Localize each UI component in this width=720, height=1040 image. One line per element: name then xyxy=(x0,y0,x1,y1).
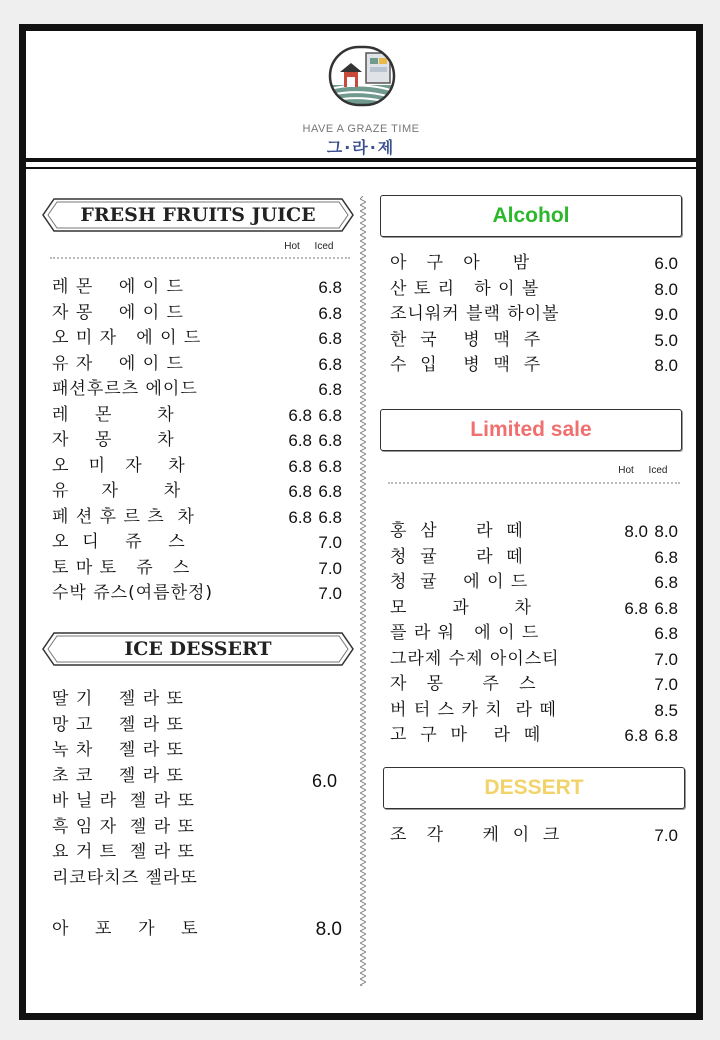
item-name: 산 토 리 하 이 볼 xyxy=(390,278,540,299)
item-name: 레 몬 에 이 드 xyxy=(52,277,184,297)
header-divider xyxy=(26,167,696,169)
item-name: 유 자 차 xyxy=(52,481,182,501)
item-name: 토 마 토 쥬 스 xyxy=(52,557,191,578)
list-item xyxy=(390,698,678,724)
item-name: 아 포 가 토 xyxy=(52,919,199,939)
item-prices xyxy=(282,505,342,531)
item-price: 9.0 xyxy=(654,305,678,324)
iced-price: 6.8 xyxy=(318,329,342,348)
item-prices xyxy=(282,301,342,327)
item-name: 조니워커 블랙 하이볼 xyxy=(390,304,560,324)
iced-price: 7.0 xyxy=(318,558,342,578)
list-item xyxy=(52,713,282,739)
list-item xyxy=(52,866,282,892)
item-name: 오 미 자 차 xyxy=(52,455,186,476)
hot-label: Hot xyxy=(618,465,634,476)
hot-price: 8.0 xyxy=(624,522,648,541)
iced-price: 6.8 xyxy=(654,624,678,643)
item-name: 흑 임 자 젤 라 또 xyxy=(52,816,195,837)
list-item xyxy=(390,823,678,849)
iced-price: 7.0 xyxy=(654,675,678,694)
list-item xyxy=(390,723,678,749)
item-name: 레 몬 차 xyxy=(52,404,175,425)
item-price: 6.0 xyxy=(654,254,678,273)
limited-title: Limited sale xyxy=(470,418,592,441)
hot-label: Hot xyxy=(284,241,300,252)
list-item xyxy=(52,530,342,556)
list-item xyxy=(52,275,342,301)
juice-banner xyxy=(42,198,354,232)
iced-price: 6.8 xyxy=(654,598,678,618)
item-name: 청 귤 라 떼 xyxy=(390,546,524,567)
item-name: 모 과 차 xyxy=(390,597,532,618)
item-name: 유 자 에 이 드 xyxy=(52,353,184,374)
item-prices xyxy=(282,556,342,582)
item-prices xyxy=(282,275,342,301)
item-prices xyxy=(618,647,678,673)
list-item xyxy=(390,353,678,379)
brand-tagline: HAVE A GRAZE TIME xyxy=(302,123,420,135)
list-item xyxy=(52,403,342,429)
juice-column-headers xyxy=(276,241,340,252)
item-name: 청 귤 에 이 드 xyxy=(390,572,529,592)
list-item xyxy=(52,917,342,943)
iced-price: 6.8 xyxy=(318,303,342,323)
list-item xyxy=(52,687,282,713)
item-name: 패션후르츠 에이드 xyxy=(52,379,198,399)
hot-price: 6.8 xyxy=(288,405,312,425)
item-name: 오 미 자 에 이 드 xyxy=(52,328,202,348)
item-name: 수박 쥬스(여름한정) xyxy=(52,583,214,603)
list-item xyxy=(52,738,282,764)
list-item xyxy=(52,815,282,841)
ice-dessert-banner xyxy=(42,632,354,666)
alcohol-title: Alcohol xyxy=(492,204,570,227)
column-divider xyxy=(360,196,366,986)
iced-price: 6.8 xyxy=(654,547,678,567)
list-item xyxy=(52,377,342,403)
item-prices xyxy=(618,723,678,749)
item-prices xyxy=(618,596,678,622)
juice-list xyxy=(52,275,342,607)
limited-list xyxy=(390,519,678,749)
hot-price: 6.8 xyxy=(624,726,648,745)
item-name: 녹 차 젤 라 또 xyxy=(52,740,184,760)
item-name: 요 거 트 젤 라 또 xyxy=(52,842,195,862)
iced-price: 6.8 xyxy=(654,573,678,592)
item-prices xyxy=(618,570,678,596)
item-name: 리코타치즈 젤라또 xyxy=(52,867,198,888)
list-item xyxy=(52,454,342,480)
iced-price: 6.8 xyxy=(318,482,342,501)
hot-price: 6.8 xyxy=(624,598,648,618)
iced-price: 7.0 xyxy=(318,533,342,552)
item-name: 페 션 후 르 츠 차 xyxy=(52,506,195,527)
item-prices xyxy=(282,326,342,352)
list-item xyxy=(52,479,342,505)
list-item xyxy=(52,428,342,454)
list-item xyxy=(390,647,678,673)
item-prices xyxy=(618,621,678,647)
iced-price: 6.8 xyxy=(318,380,342,399)
list-item xyxy=(390,251,678,277)
item-name: 고 구 마 라 떼 xyxy=(390,725,542,745)
hot-price: 6.8 xyxy=(288,482,312,501)
alcohol-banner xyxy=(380,195,682,237)
list-item xyxy=(52,581,342,607)
item-prices xyxy=(618,519,678,545)
juice-title: FRESH FRUITS JUICE xyxy=(80,204,316,226)
item-name: 수 입 병 맥 주 xyxy=(390,355,542,375)
item-name: 버 터 스 카 치 라 떼 xyxy=(390,699,557,720)
item-prices xyxy=(282,454,342,480)
item-prices xyxy=(618,698,678,724)
list-item xyxy=(52,326,342,352)
list-item xyxy=(52,764,282,790)
gelato-group-price: 6.0 xyxy=(312,771,338,791)
item-name: 조 각 케 이 크 xyxy=(390,825,561,845)
iced-price: 7.0 xyxy=(654,649,678,669)
item-prices xyxy=(618,545,678,571)
list-item xyxy=(390,302,678,328)
list-item xyxy=(52,505,342,531)
list-item xyxy=(390,672,678,698)
iced-price: 6.8 xyxy=(318,278,342,297)
iced-price: 6.8 xyxy=(318,431,342,450)
alcohol-list xyxy=(390,251,678,379)
list-item xyxy=(390,277,678,303)
iced-price: 6.8 xyxy=(318,354,342,374)
dotted-divider xyxy=(50,257,350,259)
list-item xyxy=(390,328,678,354)
iced-price: 6.8 xyxy=(318,507,342,527)
list-item xyxy=(390,570,678,596)
iced-price: 7.0 xyxy=(318,584,342,603)
item-price: 8.0 xyxy=(315,919,342,940)
item-name: 한 국 병 맥 주 xyxy=(390,329,542,350)
item-prices xyxy=(282,479,342,505)
item-price: 8.0 xyxy=(654,356,678,375)
list-item xyxy=(52,556,342,582)
item-prices xyxy=(282,581,342,607)
list-item xyxy=(52,301,342,327)
item-name: 딸 기 젤 라 또 xyxy=(52,689,184,709)
iced-label: Iced xyxy=(648,465,668,476)
item-prices xyxy=(282,352,342,378)
list-item xyxy=(52,789,282,815)
menu-board xyxy=(19,24,703,1020)
iced-label: Iced xyxy=(314,241,334,252)
hot-price: 6.8 xyxy=(288,507,312,527)
iced-price: 8.0 xyxy=(654,522,678,541)
gelato-list xyxy=(52,687,282,891)
iced-price: 8.5 xyxy=(654,700,678,720)
iced-price: 6.8 xyxy=(654,726,678,745)
ice-dessert-title: ICE DESSERT xyxy=(124,638,272,660)
item-name: 초 코 젤 라 또 xyxy=(52,765,184,786)
item-prices xyxy=(282,377,342,403)
item-name: 아 구 아 밤 xyxy=(390,253,531,273)
item-name: 자 몽 에 이 드 xyxy=(52,302,184,323)
item-price: 5.0 xyxy=(654,330,678,350)
dessert-banner xyxy=(383,767,685,809)
limited-column-headers xyxy=(610,465,674,476)
list-item xyxy=(390,519,678,545)
cake-list xyxy=(390,823,678,849)
iced-price: 6.8 xyxy=(318,456,342,476)
item-price: 7.0 xyxy=(654,826,678,845)
iced-price: 6.8 xyxy=(318,405,342,425)
item-name: 자 몽 차 xyxy=(52,430,175,450)
item-name: 바 닐 라 젤 라 또 xyxy=(52,791,195,811)
list-item xyxy=(52,352,342,378)
menu-header xyxy=(26,31,696,162)
item-name: 플 라 워 에 이 드 xyxy=(390,623,540,643)
limited-banner xyxy=(380,409,682,451)
item-name: 오 디 쥬 스 xyxy=(52,532,186,552)
item-price: 8.0 xyxy=(654,279,678,299)
graze-logo-icon xyxy=(326,41,398,113)
hot-price: 6.8 xyxy=(288,456,312,476)
item-prices xyxy=(618,672,678,698)
item-prices xyxy=(282,428,342,454)
list-item xyxy=(390,621,678,647)
item-name: 홍 삼 라 떼 xyxy=(390,521,524,541)
item-prices xyxy=(282,530,342,556)
item-prices xyxy=(282,403,342,429)
list-item xyxy=(52,840,282,866)
dotted-divider xyxy=(388,482,680,484)
list-item xyxy=(390,545,678,571)
item-name: 망 고 젤 라 또 xyxy=(52,714,184,735)
item-name: 자 몽 주 스 xyxy=(390,674,537,694)
affogato-list xyxy=(52,917,342,943)
dessert-title: DESSERT xyxy=(484,776,584,799)
brand-name: 그·라·제 xyxy=(326,138,396,157)
item-name: 그라제 수제 아이스티 xyxy=(390,648,560,669)
list-item xyxy=(390,596,678,622)
hot-price: 6.8 xyxy=(288,431,312,450)
